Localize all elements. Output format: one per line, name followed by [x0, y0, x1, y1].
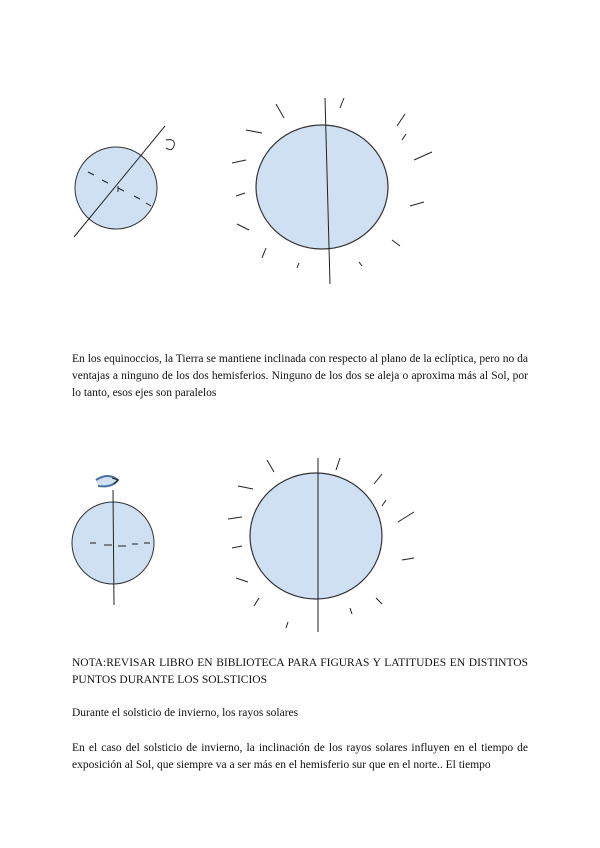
rotation-arrow-icon — [166, 140, 174, 150]
solstice-figure — [0, 455, 600, 640]
winter-long-paragraph: En el caso del solsticio de invierno, la inclinación de los rayos solares influyen en el tiempo de exposición al Sol, que siempre va a ser más en el hemisferio sur que en el norte.. El tiempo — [72, 742, 528, 771]
note-paragraph: NOTA:REVISAR LIBRO EN BIBLIOTECA PARA FIGURAS Y LATITUDES EN DISTINTOS PUNTOS DURANTE LOS SOLSTICIOS — [72, 657, 528, 686]
earth-globe — [72, 490, 154, 605]
winter-short-paragraph: Durante el solsticio de invierno, los rayos solares — [72, 707, 299, 719]
sun-globe — [256, 98, 388, 284]
equinox-figure — [0, 90, 600, 290]
earth-globe — [74, 126, 165, 237]
sun-globe — [250, 458, 382, 632]
equinox-paragraph: En los equinoccios, la Tierra se mantiene inclinada con respecto al plano de la eclíptica, pero no da ventajas a ninguno de los dos hemisferios. Ninguno de los dos se aleja o aproxima más al Sol, por lo tanto, esos ejes son paralelos — [72, 353, 528, 399]
rotation-arrow-icon — [96, 476, 118, 486]
